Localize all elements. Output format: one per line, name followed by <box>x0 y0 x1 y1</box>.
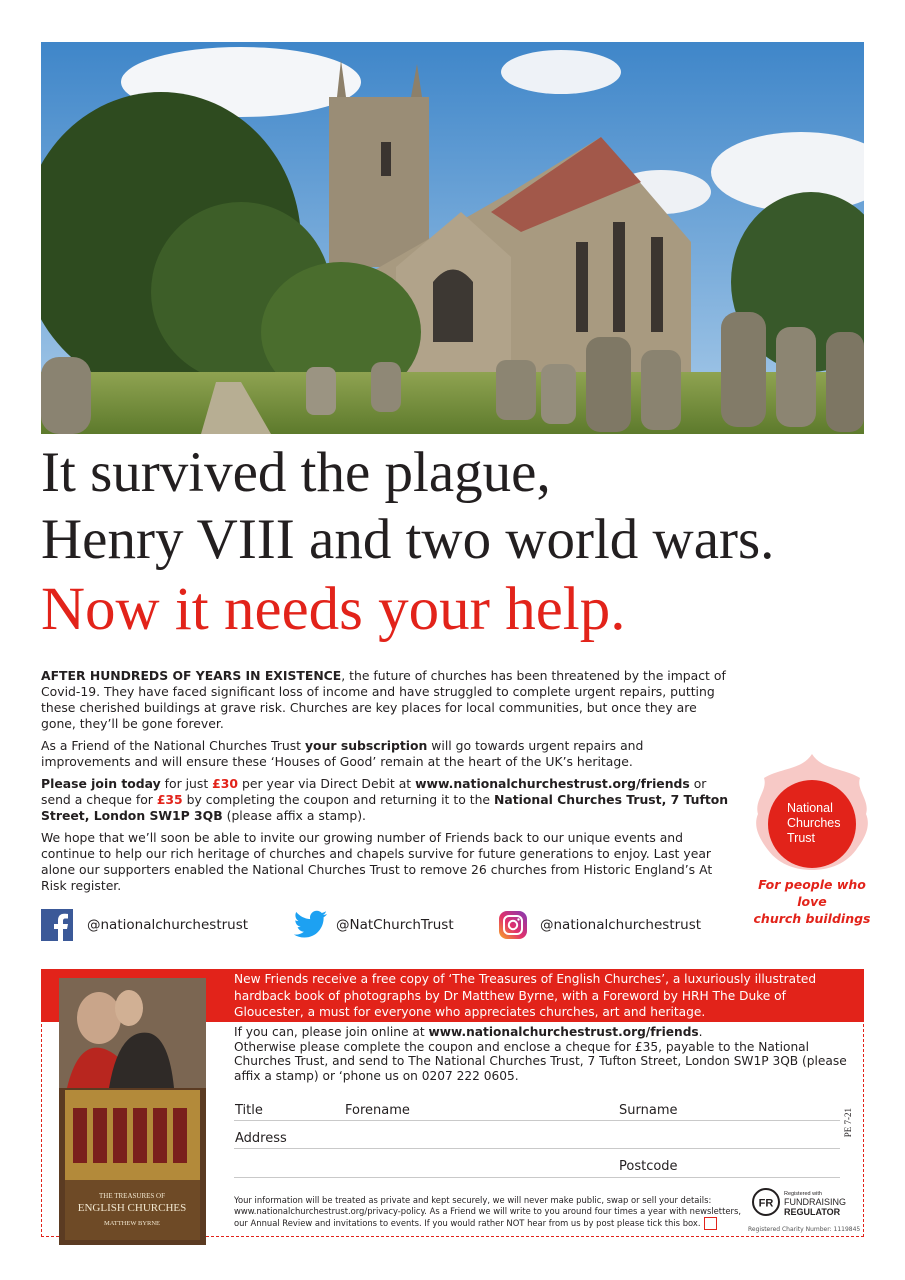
opt-out-checkbox[interactable] <box>704 1217 717 1230</box>
paragraph-subscription: As a Friend of the National Churches Trust your subscription will go towards urgent repairs and improvements and will ensure these ‘Houses of Good’ remain at the heart of the UK’s heritage. <box>41 738 644 769</box>
pe-code: PE 7-21 <box>843 1108 853 1138</box>
coupon-banner-text: New Friends receive a free copy of ‘The Treasures of English Churches’, a luxuriously illustrated hardback book of photographs by Dr Matthew Byrne, with a Foreword by HRH The Duke of Gloucester, a must for everyone who appreciates churches, art and heritage. <box>234 972 817 1019</box>
facebook-icon <box>41 909 73 941</box>
paragraph-intro: AFTER HUNDREDS OF YEARS IN EXISTENCE, the future of churches has been threatened by the impact of Covid-19. They have faced significant loss of income and have struggled to complete urgent repairs, putting these cherished buildings at grave risk. Churches are key places for local communities, but once they are gone, they’ll be gone forever. <box>41 668 726 731</box>
paragraph-friends: We hope that we’ll soon be able to invite our growing number of Friends back to our unique events and continue to help our rich heritage of churches and chapels survive for future generations to enjoy. Last year alone our supporters enabled the National Churches Trust to remove 26 churches from Historic England’s At Risk register. <box>41 830 713 893</box>
instagram-handle[interactable]: @nationalchurchestrust <box>540 917 702 933</box>
headline-line-1: It survived the plague, <box>41 441 551 504</box>
address-field-label: Address <box>235 1131 287 1146</box>
body-copy <box>41 668 731 894</box>
postcode-field-label: Postcode <box>619 1159 678 1174</box>
svg-text:Churches: Churches <box>787 816 841 830</box>
svg-text:MATTHEW BYRNE: MATTHEW BYRNE <box>103 1220 161 1227</box>
social-instagram[interactable] <box>498 909 701 941</box>
coupon-join-text: If you can, please join online at www.nationalchurchestrust.org/friends. Otherwise please complete the coupon and enclose a cheque for £35, payable to the National Churches Trust, and send to The National Churches Trust, 7 Tufton Street, London SW1P 3QB (please affix a stamp) or ‘phone us on 0207 222 0605. <box>234 1025 847 1083</box>
svg-text:ENGLISH CHURCHES: ENGLISH CHURCHES <box>77 1202 187 1214</box>
headline-call-to-action: Now it needs your help. <box>41 576 626 643</box>
social-twitter[interactable] <box>294 909 454 941</box>
svg-text:REGULATOR: REGULATOR <box>784 1207 841 1217</box>
forename-field-label: Forename <box>345 1103 410 1118</box>
title-field-label: Title <box>235 1103 263 1118</box>
postcode-line-field[interactable] <box>234 1177 840 1178</box>
twitter-icon <box>294 910 328 940</box>
logo-tagline: For people who love church buildings <box>753 877 871 926</box>
svg-text:FUNDRAISING: FUNDRAISING <box>784 1197 847 1207</box>
name-line-field[interactable] <box>234 1120 840 1121</box>
svg-text:National: National <box>787 801 833 815</box>
hero-church-photo <box>41 42 864 434</box>
flame-logo-icon <box>752 750 872 872</box>
book-cover-image <box>59 978 206 1245</box>
facebook-handle[interactable]: @nationalchurchestrust <box>87 917 249 933</box>
fundraising-regulator-badge <box>752 1186 862 1224</box>
headline-line-2: Henry VIII and two world wars. <box>41 508 775 571</box>
privacy-notice: Your information will be treated as private and kept securely, we will never make public, swap or sell your details: www.nationalchurchestrust.org/privacy-policy. As a Friend we will write to you around four times a year with newsletters, our Annual Review and invitations to events. If you would rather NOT hear from us by post please tick this box. <box>234 1195 742 1228</box>
twitter-handle[interactable]: @NatChurchTrust <box>336 917 454 933</box>
charity-number: Registered Charity Number: 1119845 <box>748 1226 861 1233</box>
svg-text:THE TREASURES OF: THE TREASURES OF <box>99 1192 165 1200</box>
surname-field-label: Surname <box>619 1103 678 1118</box>
instagram-icon <box>498 910 528 940</box>
coupon-join-url-link[interactable]: www.nationalchurchestrust.org/friends <box>428 1025 699 1039</box>
svg-text:Registered with: Registered with <box>784 1191 822 1197</box>
social-facebook[interactable] <box>41 909 248 941</box>
join-url-link[interactable]: www.nationalchurchestrust.org/friends <box>415 776 690 791</box>
svg-text:FR: FR <box>758 1197 774 1210</box>
svg-text:Trust: Trust <box>787 831 816 845</box>
national-churches-trust-logo <box>748 750 876 927</box>
paragraph-join: Please join today for just £30 per year via Direct Debit at www.nationalchurchestrust.org/friends or send a cheque for £35 by completing the coupon and returning it to the National Churches Trust, 7 Tufton Street, London SW1P 3QB (please affix a stamp). <box>41 776 729 823</box>
address-line-field[interactable] <box>234 1148 840 1149</box>
